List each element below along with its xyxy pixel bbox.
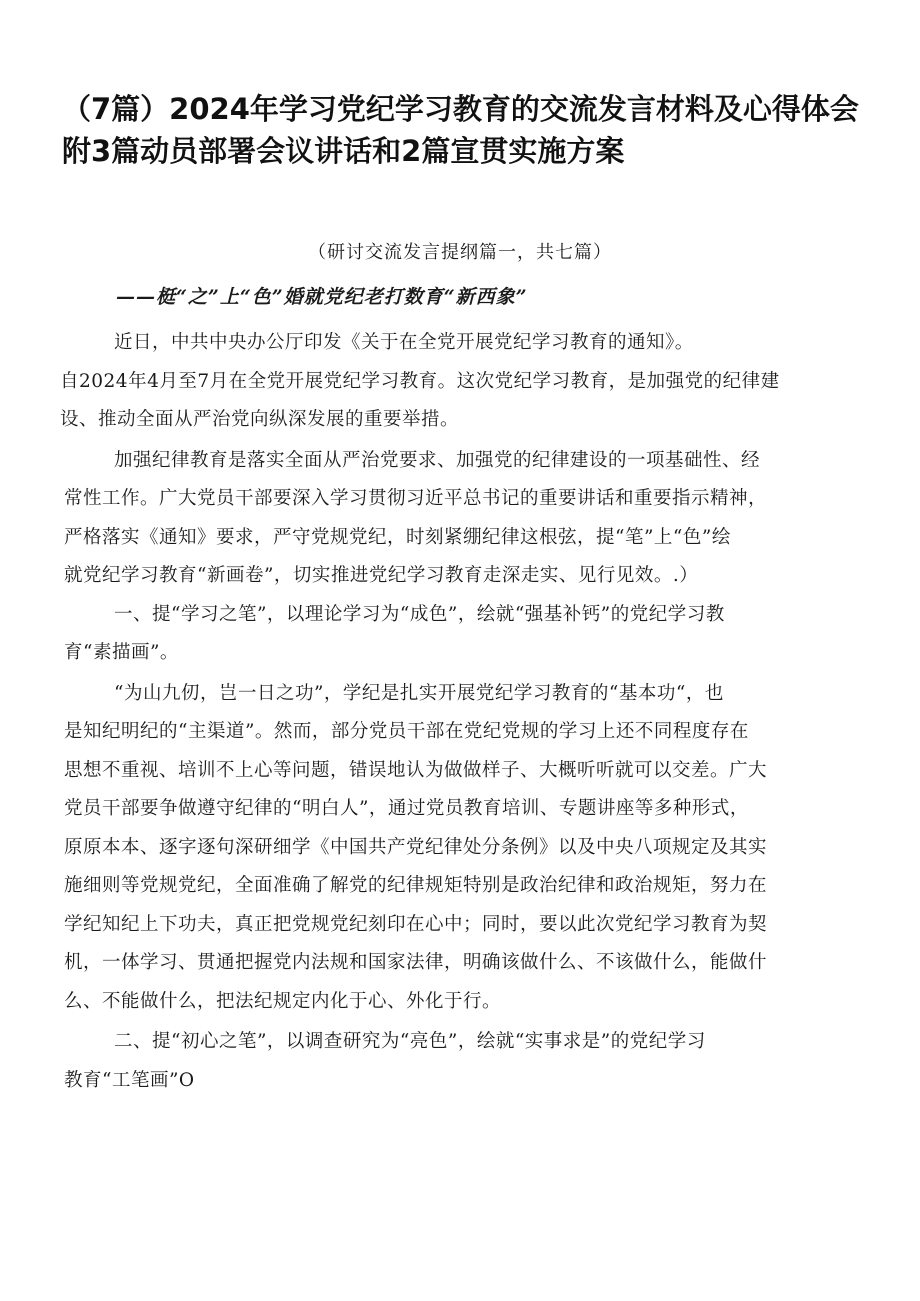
paragraph-line: 么、不能做什么，把法纪规定内化于心、外化于行。 <box>64 990 502 1012</box>
paragraph-line: 严格落实《通知》要求，严守党规党纪，时刻紧绷纪律这根弦，提“笔”上“色”绘 <box>64 526 731 548</box>
paragraph-4 <box>64 675 864 1022</box>
paragraph-line: 二、提“初心之笔”，以调查研究为“亮色”，绘就“实事求是”的党纪学习 <box>114 1031 706 1052</box>
paragraph-line: 机，一体学习、贯通把握党内法规和国家法律，明确该做什么、不该做什么，能做什 <box>64 952 768 973</box>
document-title <box>62 88 882 172</box>
document-body <box>60 324 864 1100</box>
paragraph-line: 学纪知纪上下功夫，真正把党规党纪刻印在心中；同时，要以此次党纪学习教育为契 <box>64 913 768 935</box>
paragraph-line: 育“素描画”。 <box>64 642 179 663</box>
paragraph-line: 设、推动全面从严治党向纵深发展的重要举措。 <box>60 409 460 430</box>
paragraph-line: 原原本本、逐字逐句深研细学《中国共产党纪律处分条例》以及中央八项规定及其实 <box>64 836 768 858</box>
paragraph-line: 党员干部要争做遵守纪律的“明白人”，通过党员教育培训、专题讲座等多种形式， <box>64 798 749 819</box>
paragraph-line: 施细则等党规党纪，全面准确了解党的纪律规矩特别是政治纪律和政治规矩，努力在 <box>64 875 768 896</box>
document-subtitle: （研讨交流发言提纲篇一，共七篇） <box>308 242 612 263</box>
section-heading: ——梃“之”上“色”婚就党纪老打数育“新西象” <box>116 286 528 308</box>
paragraph-line: 一、提“学习之笔”，以理论学习为“成色”，绘就“强基补钙”的党纪学习教 <box>114 603 725 625</box>
paragraph-2 <box>64 442 864 596</box>
paragraph-line: “为山九仞，岂一日之功”，学纪是扎实开展党纪学习教育的“基本功“，也 <box>114 682 724 704</box>
paragraph-line: 常性工作。广大党员干部要深入学习贯彻习近平总书记的重要讲话和重要指示精神， <box>64 488 768 509</box>
paragraph-line: 是知纪明纪的“主渠道”。然而，部分党员干部在党纪党规的学习上还不同程度存在 <box>64 721 749 742</box>
paragraph-line: 近日，中共中央办公厅印发《关于在全党开展党纪学习教育的通知》。 <box>114 332 694 353</box>
paragraph-line: 自2024年4月至7月在全党开展党纪学习教育。这次党纪学习教育，是加强党的纪律建 <box>60 370 780 392</box>
paragraph-line: 就党纪学习教育“新画卷”，切实推进党纪学习教育走深走实、见行见效。.） <box>64 565 699 586</box>
paragraph-3 <box>64 596 864 673</box>
paragraph-1 <box>60 324 864 440</box>
paragraph-line: 思想不重视、培训不上心等问题，错误地认为做做样子、大概听听就可以交差。广大 <box>64 759 768 781</box>
title-line-2: 附3篇动员部署会议讲话和2篇宣贯实施方案 <box>62 134 625 168</box>
paragraph-line: 教育“工笔画”O <box>64 1069 195 1091</box>
paragraph-line: 加强纪律教育是落实全面从严治党要求、加强党的纪律建设的一项基础性、经 <box>114 449 761 471</box>
paragraph-5 <box>64 1023 864 1100</box>
title-line-1: （7篇）2024年学习党纪学习教育的交流发言材料及心得体会 <box>62 92 859 126</box>
